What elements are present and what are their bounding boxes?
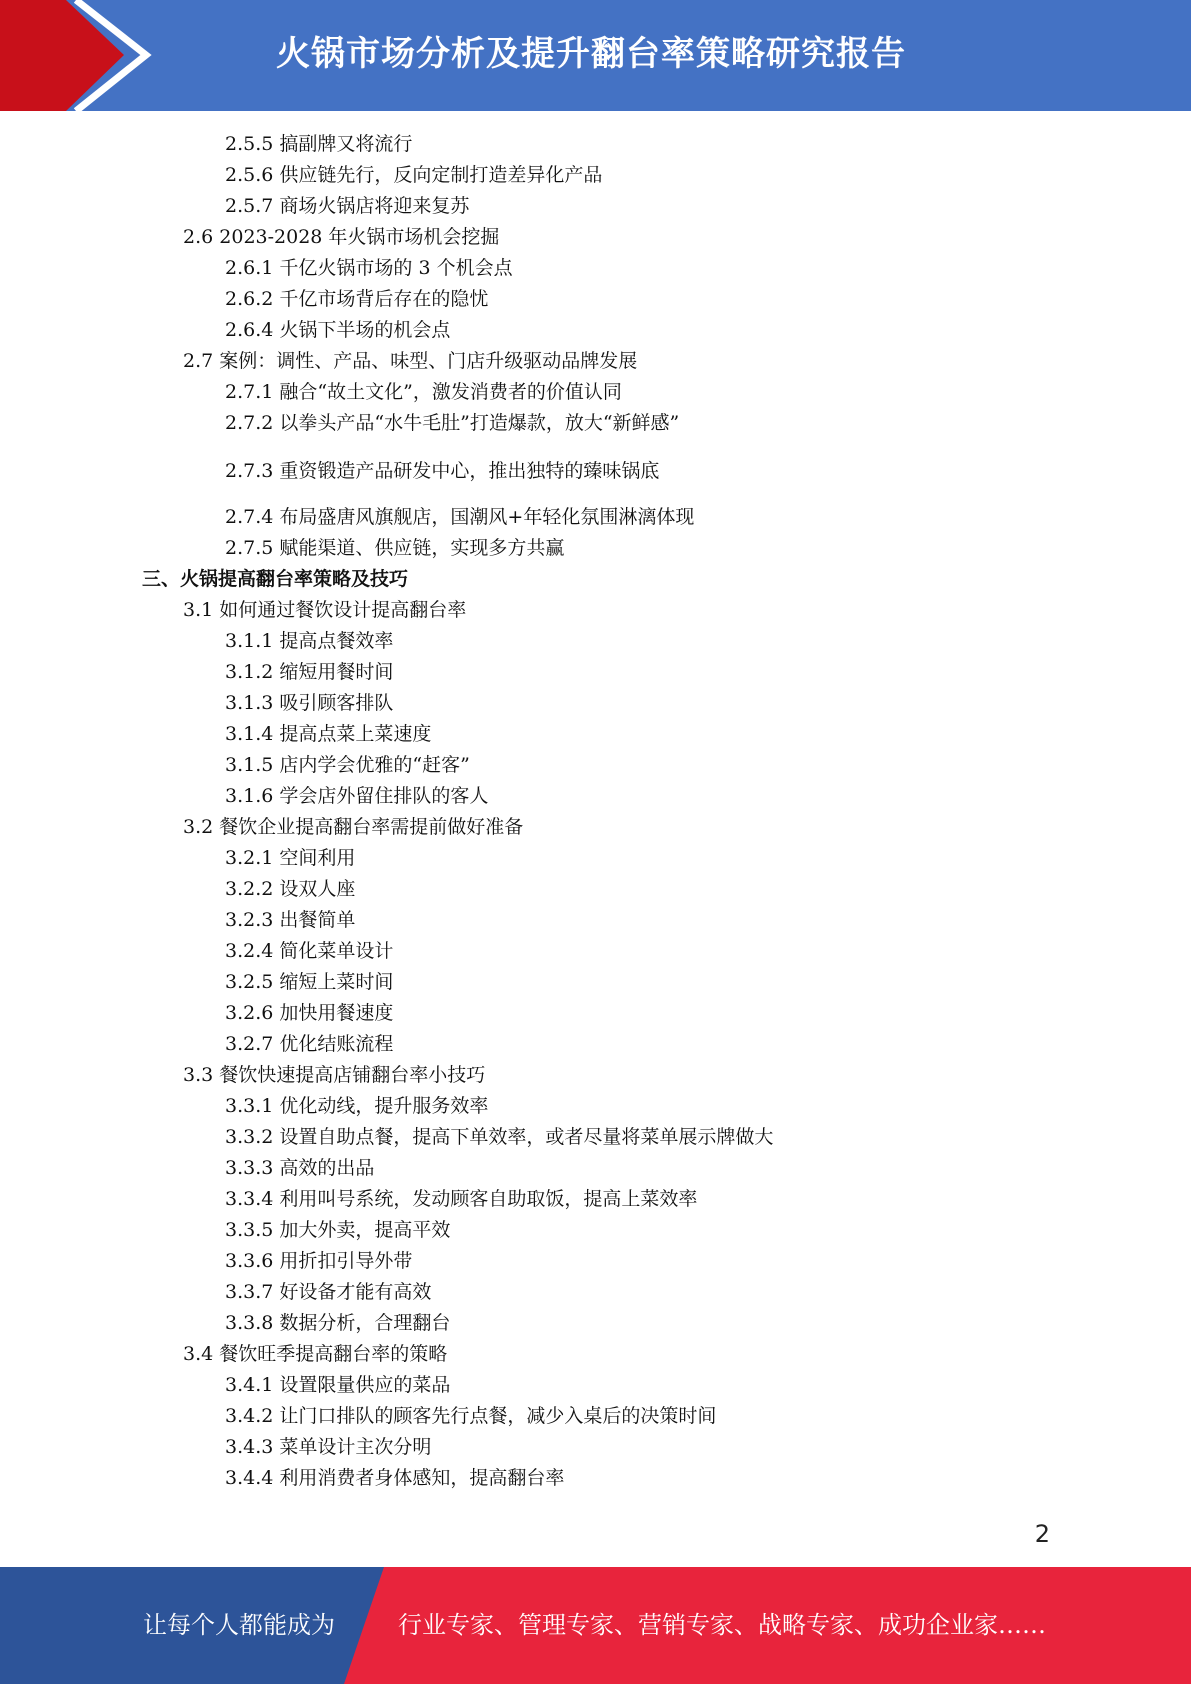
toc-section-title: 火锅下半场的机会点 (279, 319, 451, 341)
toc-section-number: 2.5.5 (225, 133, 274, 155)
toc-section-number: 3.1.6 (225, 785, 274, 807)
toc-section-number: 3.3.4 (225, 1188, 274, 1210)
toc-section-number: 3.4 (183, 1343, 214, 1365)
toc-section-number: 三、 (142, 568, 181, 590)
toc-entry-label (225, 688, 397, 718)
toc-section-number: 2.6.4 (225, 319, 274, 341)
toc-entry-label (225, 1215, 454, 1245)
toc-section-number: 3.1.1 (225, 630, 274, 652)
toc-section-title: 重资锻造产品研发中心，推出独特的臻味锅底 (279, 460, 660, 482)
toc-entry-label (183, 1339, 451, 1369)
toc-entry-label (183, 222, 503, 252)
toc-entry-label (183, 1060, 489, 1090)
toc-section-number: 2.7.5 (225, 537, 274, 559)
page-footer (0, 1567, 1191, 1684)
toc-section-number: 2.6.1 (225, 257, 274, 279)
toc-section-number: 3.3.6 (225, 1250, 274, 1272)
page-number: 2 (1034, 1520, 1050, 1548)
toc-section-number: 3.1.4 (225, 723, 274, 745)
toc-section-title: 用折扣引导外带 (279, 1250, 413, 1272)
header-chevron-graphic (0, 0, 160, 111)
toc-section-title: 加大外卖，提高平效 (279, 1219, 451, 1241)
toc-entry-label (225, 781, 492, 811)
toc-entry-label (225, 253, 517, 283)
toc-section-title: 吸引顾客排队 (279, 692, 394, 714)
toc-section-title: 供应链先行，反向定制打造差异化产品 (279, 164, 603, 186)
toc-section-title: 利用消费者身体感知，提高翻台率 (279, 1467, 565, 1489)
toc-entry-label (183, 595, 470, 625)
toc-section-number: 3.3.2 (225, 1126, 274, 1148)
toc-section-number: 2.7.4 (225, 506, 274, 528)
toc-section-number: 3.1.5 (225, 754, 274, 776)
toc-section-title: 空间利用 (279, 847, 356, 869)
toc-section-title: 餐饮企业提高翻台率需提前做好准备 (219, 816, 524, 838)
toc-entry-label (183, 346, 641, 376)
toc-entry-label (225, 1091, 492, 1121)
toc-section-number: 3.2.4 (225, 940, 274, 962)
toc-entry-label (225, 843, 359, 873)
toc-section-number: 2.6.2 (225, 288, 274, 310)
toc-section-title: 设双人座 (279, 878, 356, 900)
toc-section-number: 3.1.2 (225, 661, 274, 683)
toc-entry-label (225, 1401, 720, 1431)
toc-entry-label (225, 998, 397, 1028)
toc-entry-label (225, 750, 474, 780)
toc-entry-label (225, 719, 435, 749)
footer-slogan: 让每个人都能成为 (143, 1611, 335, 1639)
toc-entry-label (225, 1308, 454, 1338)
toc-section-title: 2023-2028 年火锅市场机会挖掘 (219, 226, 500, 248)
toc-section-number: 2.7.2 (225, 412, 274, 434)
toc-section-title: 缩短用餐时间 (279, 661, 394, 683)
toc-entry-label (225, 1277, 435, 1307)
toc-section-number: 3.4.2 (225, 1405, 274, 1427)
toc-section-title: 餐饮旺季提高翻台率的策略 (219, 1343, 448, 1365)
toc-section-number: 2.7.3 (225, 460, 274, 482)
toc-section-number: 3.3 (183, 1064, 214, 1086)
toc-section-title: 如何通过餐饮设计提高翻台率 (219, 599, 467, 621)
toc-section-title: 优化结账流程 (279, 1033, 394, 1055)
toc-section-number: 2.5.6 (225, 164, 274, 186)
toc-section-number: 3.2.2 (225, 878, 274, 900)
toc-section-number: 3.1 (183, 599, 214, 621)
toc-section-title: 商场火锅店将迎来复苏 (279, 195, 470, 217)
toc-section-title: 搞副牌又将流行 (279, 133, 413, 155)
toc-section-number: 3.3.3 (225, 1157, 274, 1179)
toc-entry-label (225, 967, 397, 997)
toc-entry-label (225, 1432, 435, 1462)
toc-section-title: 火锅提高翻台率策略及技巧 (180, 568, 409, 590)
toc-entry-label (183, 812, 527, 842)
toc-section-title: 案例：调性、产品、味型、门店升级驱动品牌发展 (219, 350, 638, 372)
toc-entry-label (225, 1122, 777, 1152)
toc-entry-label (225, 1246, 416, 1276)
toc-section-title: 学会店外留住排队的客人 (279, 785, 489, 807)
toc-section-title: 融合“故土文化”，激发消费者的价值认同 (279, 381, 622, 403)
toc-section-title: 提高点菜上菜速度 (279, 723, 432, 745)
toc-entry-label (142, 564, 412, 594)
toc-entry-label (225, 626, 397, 656)
toc-section-number: 3.2 (183, 816, 214, 838)
toc-section-number: 3.2.7 (225, 1033, 274, 1055)
toc-entry-label (225, 284, 492, 314)
toc-section-title: 利用叫号系统，发动顾客自助取饭，提高上菜效率 (279, 1188, 698, 1210)
toc-section-title: 店内学会优雅的“赶客” (279, 754, 470, 776)
toc-section-number: 2.6 (183, 226, 214, 248)
toc-section-number: 3.2.3 (225, 909, 274, 931)
toc-entry-label (225, 502, 698, 532)
toc-section-number: 3.3.8 (225, 1312, 274, 1334)
toc-section-number: 3.4.3 (225, 1436, 274, 1458)
toc-section-number: 2.5.7 (225, 195, 274, 217)
toc-entry-label (225, 408, 683, 438)
toc-section-number: 3.3.5 (225, 1219, 274, 1241)
toc-section-number: 3.1.3 (225, 692, 274, 714)
toc-section-title: 布局盛唐风旗舰店，国潮风+年轻化氛围淋漓体现 (279, 506, 695, 528)
toc-section-number: 3.4.1 (225, 1374, 274, 1396)
toc-entry-label (225, 936, 397, 966)
toc-entry-label (225, 874, 359, 904)
toc-section-title: 让门口排队的顾客先行点餐，减少入桌后的决策时间 (279, 1405, 717, 1427)
toc-entry-label (225, 129, 416, 159)
toc-entry-label (225, 315, 454, 345)
toc-entry-label (225, 160, 606, 190)
toc-section-title: 好设备才能有高效 (279, 1281, 432, 1303)
toc-entry-label (225, 533, 568, 563)
toc-section-title: 出餐简单 (279, 909, 356, 931)
toc-entry-label (225, 657, 397, 687)
toc-section-number: 3.2.1 (225, 847, 274, 869)
toc-entry-label (225, 1370, 454, 1400)
toc-section-number: 2.7 (183, 350, 214, 372)
toc-section-title: 缩短上菜时间 (279, 971, 394, 993)
toc-section-number: 3.4.4 (225, 1467, 274, 1489)
report-title: 火锅市场分析及提升翻台率策略研究报告 (276, 34, 906, 74)
toc-section-title: 赋能渠道、供应链，实现多方共赢 (279, 537, 565, 559)
toc-entry-label (225, 191, 473, 221)
toc-section-title: 千亿市场背后存在的隐忧 (279, 288, 489, 310)
toc-section-title: 数据分析，合理翻台 (279, 1312, 451, 1334)
toc-section-title: 高效的出品 (279, 1157, 375, 1179)
toc-section-title: 菜单设计主次分明 (279, 1436, 432, 1458)
toc-section-title: 餐饮快速提高店铺翻台率小技巧 (219, 1064, 486, 1086)
toc-section-title: 加快用餐速度 (279, 1002, 394, 1024)
toc-section-title: 设置自助点餐，提高下单效率，或者尽量将菜单展示牌做大 (279, 1126, 774, 1148)
toc-entry-label (225, 377, 626, 407)
toc-section-title: 以拳头产品“水牛毛肚”打造爆款，放大“新鲜感” (279, 412, 680, 434)
footer-roles: 行业专家、管理专家、营销专家、战略专家、成功企业家…… (398, 1611, 1046, 1639)
toc-section-title: 提高点餐效率 (279, 630, 394, 652)
toc-section-title: 简化菜单设计 (279, 940, 394, 962)
toc-section-number: 3.2.6 (225, 1002, 274, 1024)
toc-section-title: 千亿火锅市场的 3 个机会点 (279, 257, 513, 279)
toc-section-title: 优化动线，提升服务效率 (279, 1095, 489, 1117)
toc-section-number: 3.3.7 (225, 1281, 274, 1303)
toc-entry-label (225, 1184, 701, 1214)
page-header (0, 0, 1191, 111)
toc-section-number: 3.3.1 (225, 1095, 274, 1117)
toc-section-title: 设置限量供应的菜品 (279, 1374, 451, 1396)
toc-section-number: 3.2.5 (225, 971, 274, 993)
toc-entry-label (225, 1153, 378, 1183)
toc-entry-label (225, 1029, 397, 1059)
toc-entry-label (225, 1463, 568, 1493)
toc-section-number: 2.7.1 (225, 381, 274, 403)
toc-entry-label (225, 456, 663, 486)
toc-entry-label (225, 905, 359, 935)
